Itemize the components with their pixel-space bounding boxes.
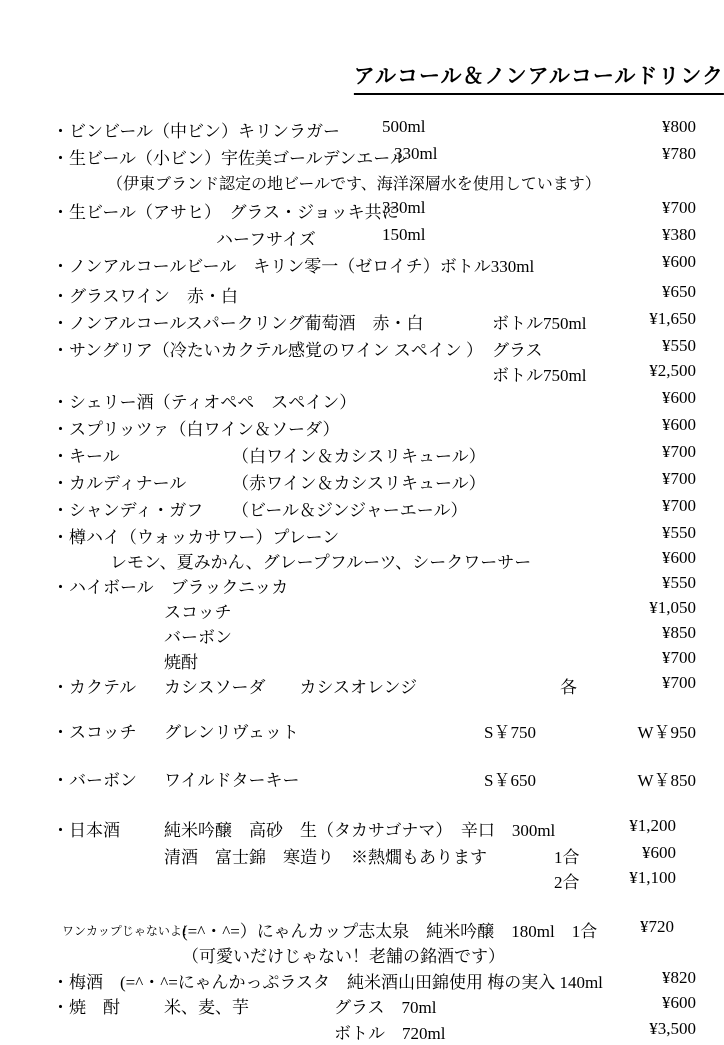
item-price: ¥550 [662,573,696,592]
item-price: ¥600 [662,548,696,567]
item-name: ・ノンアルコールスパークリング葡萄酒 赤・白 [52,314,424,333]
menu-row [52,598,696,623]
item-serving: グラス [492,341,543,360]
menu-row [52,144,696,171]
menu-row [52,496,696,523]
item-price: ¥700 [662,648,696,667]
item-price: ¥600 [642,843,676,862]
drink-menu-list [0,117,724,1045]
item-description: (=^・^=）にゃんカップ志太泉 純米吟醸 180ml 1合 [182,922,598,941]
item-price: ¥800 [662,117,696,136]
menu-row [52,442,696,469]
item-name: ・スコッチ [52,723,137,742]
item-volume: 150ml [382,225,426,244]
item-name: ・梅酒 [52,973,103,992]
item-name: ・ビンビール（中ビン）キリンラガー [52,122,340,141]
item-volume: グラス 70ml [334,998,437,1017]
item-price: ¥3,500 [649,1019,696,1038]
item-price: ¥550 [662,523,696,542]
item-name: ・カルディナール [52,474,187,493]
menu-row [52,309,696,336]
item-description: 米、麦、芋 [164,998,249,1017]
menu-row [52,523,696,548]
menu-row [52,117,696,144]
item-price: ¥1,200 [629,816,676,835]
menu-row [52,548,696,573]
item-price-double: W￥850 [637,771,696,790]
menu-row [52,673,696,698]
item-price: ¥700 [662,198,696,217]
item-price-double: W￥950 [637,723,696,742]
item-name: ・シェリー酒（ティオペペ スペイン） [52,393,357,412]
page-title: アルコール＆ノンアルコールドリンク [354,60,724,95]
item-price: ¥600 [662,993,696,1012]
item-price-single: S￥650 [484,771,536,790]
item-name: ・スプリッツァ（白ワイン＆ソーダ） [52,420,340,439]
item-name: ・生ビール（アサヒ） グラス・ジョッキ共に [52,203,399,222]
menu-row [52,993,696,1019]
item-price: ¥850 [662,623,696,642]
item-price: ¥600 [662,252,696,271]
item-price: ¥700 [662,496,696,515]
item-note: （伊東ブランド認定の地ビールです、海洋深層水を使用しています） [107,176,601,193]
menu-row [52,336,696,361]
item-price: ¥380 [662,225,696,244]
item-name: 焼酎 [164,653,198,672]
item-price: ¥600 [662,388,696,407]
item-description: ワイルドターキー [164,771,300,790]
item-volume: ボトル750ml [492,366,587,385]
item-price: ¥550 [662,336,696,355]
menu-row [52,816,696,843]
item-note: （可愛いだけじゃない！老舗の銘酒です） [182,947,505,966]
menu-row [52,361,696,388]
menu-row [52,198,696,225]
menu-row [52,469,696,496]
item-price: ¥700 [662,469,696,488]
menu-row [52,415,696,442]
item-name: ・焼 酎 [52,998,120,1017]
item-name: ・バーボン [52,771,137,790]
item-volume: ボトル750ml [492,314,587,333]
item-description: 純米吟醸 高砂 生（タカサゴナマ） 辛口 300ml [164,821,556,840]
menu-row [52,282,696,309]
menu-row [52,623,696,648]
item-name: ・ハイボール ブラックニッカ [52,578,289,597]
menu-row [52,573,696,598]
item-description: (=^・^=にゃんかっぷラスタ 純米酒山田錦使用 梅の実入 140ml [120,973,603,992]
item-name: レモン、夏みかん、グレープフルーツ、シークワーサー [110,553,532,572]
item-volume: 330ml [394,144,438,163]
menu-row [52,843,696,868]
item-volume: ボトル 720ml [334,1024,446,1043]
item-name: ・ノンアルコールビール キリン零一（ゼロイチ）ボトル330ml [52,257,535,276]
menu-row [52,917,696,942]
item-tagline: ワンカップじゃないよ！ [62,924,194,938]
item-description: グレンリヴェット [164,723,299,742]
item-unit: 各 [560,678,577,697]
item-name: スコッチ [164,603,232,622]
item-price: ¥720 [640,917,674,936]
item-price: ¥780 [662,144,696,163]
item-name: ・キール [52,447,120,466]
menu-row [52,718,696,747]
item-description: 清酒 富士錦 寒造り ※熱燗もあります [164,848,487,867]
item-name: ・シャンディ・ガフ [52,501,204,520]
item-description: （ビール＆ジンジャーエール） [232,501,468,520]
menu-note-row [52,171,696,198]
item-name: ・日本酒 [52,821,120,840]
item-unit: 2合 [554,873,580,892]
item-price: ¥820 [662,968,696,987]
item-price: ¥1,050 [649,598,696,617]
item-name: ・生ビール（小ビン）宇佐美ゴールデンエール [52,149,407,168]
menu-row [52,968,696,993]
item-price: ¥700 [662,673,696,692]
item-unit: 1合 [554,848,580,867]
menu-row [52,388,696,415]
item-price: ¥2,500 [649,361,696,380]
item-price: ¥1,650 [649,309,696,328]
menu-row [52,1019,696,1045]
menu-row [52,225,696,252]
menu-row [52,648,696,673]
item-volume: 330ml [382,198,426,217]
item-price: ¥600 [662,415,696,434]
menu-note-row [52,942,696,968]
item-name: ハーフサイズ [216,230,316,249]
item-description: （白ワイン＆カシスリキュール） [232,447,486,466]
item-price: ¥1,100 [629,868,676,887]
item-name: ・カクテル [52,678,137,697]
menu-row [52,868,696,895]
item-price: ¥700 [662,442,696,461]
item-price-single: S￥750 [484,723,536,742]
menu-row [52,252,696,282]
item-price: ¥650 [662,282,696,301]
menu-row [52,766,696,795]
item-description: カシスソーダ カシスオレンジ [164,678,418,697]
item-name: ・樽ハイ（ウォッカサワー）プレーン [52,528,340,547]
item-volume: 500ml [382,117,426,136]
item-name: ・グラスワイン 赤・白 [52,287,238,306]
item-description: （赤ワイン＆カシスリキュール） [232,474,486,493]
item-name: ・サングリア（冷たいカクテル感覚のワイン スペイン ） [52,341,483,360]
item-name: バーボン [164,628,232,647]
